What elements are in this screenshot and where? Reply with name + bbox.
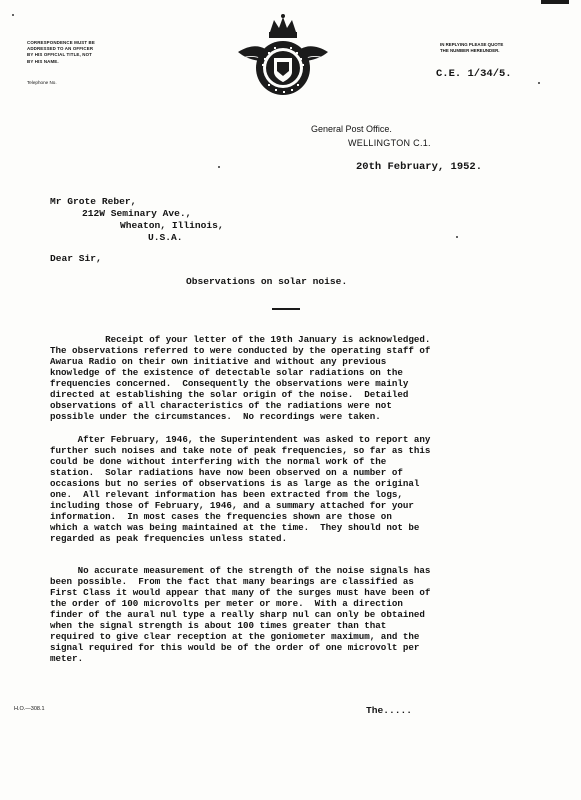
text-line: the order of 100 microvolts per meter or more. With a direction (50, 598, 403, 609)
correspondence-notice (27, 40, 127, 65)
text-line: The observations referred to were conducted by the operating staff of (50, 345, 431, 356)
recipient-street: 212W Seminary Ave., (82, 208, 192, 219)
text-line: required to give clear reception at the goniometer maximum, and the (50, 631, 420, 642)
notice-line: ADDRESSED TO AN OFFICER (27, 46, 94, 52)
scan-speck (218, 166, 220, 168)
text-line: No accurate measurement of the strength of the noise signals has (50, 565, 431, 576)
recipient-country: U.S.A. (148, 232, 183, 243)
text-line: finder of the aural nul type a really sharp nul can only be obtained (50, 609, 425, 620)
sender-office: General Post Office. (311, 124, 392, 134)
text-line: signal required for this would be of the order of one microvolt per (50, 642, 420, 653)
reference-number: C.E. 1/34/5. (436, 68, 512, 80)
notice-line: BY HIS NAME. (27, 58, 59, 64)
form-number: H.O.—308.1 (14, 706, 45, 712)
text-line: when the signal strength is about 100 times greater than that (50, 620, 387, 631)
text-line: meter. (50, 653, 84, 664)
subject-line: Observations on solar noise. (186, 276, 348, 287)
text-line: occasions but no series of observations is as large as the original (50, 478, 420, 489)
text-line: further such noises and take note of peak frequencies, so far as this (50, 445, 431, 456)
scan-edge-mark (541, 0, 569, 4)
text-line: frequencies concerned. Consequently the observations were mainly (50, 378, 409, 389)
text-line: station. Solar radiations have now been observed on a number of (50, 467, 403, 478)
text-line: could be done without interfering with the normal work of the (50, 456, 387, 467)
continuation-mark: The..... (366, 705, 413, 716)
recipient-city: Wheaton, Illinois, (120, 220, 224, 231)
text-line: knowledge of the existence of detectable solar radiations on the (50, 367, 403, 378)
text-line: regarded as peak frequencies unless stated. (50, 533, 288, 544)
notice-line: CORRESPONDENCE MUST BE (27, 40, 95, 45)
notice-line: THE NUMBER HEREUNDER. (440, 48, 500, 54)
salutation: Dear Sir, (50, 253, 102, 264)
telephone-label: Telephone No. (27, 80, 57, 85)
text-line: observations of all characteristics of the radiations were not (50, 400, 392, 411)
reply-notice (440, 42, 540, 54)
text-line: First Class it would appear that many of the surges must have been of (50, 587, 431, 598)
text-line: Receipt of your letter of the 19th January is acknowledged. (50, 334, 431, 345)
scan-speck (456, 236, 458, 238)
text-line: information. In most cases the frequencies shown are those on (50, 511, 392, 522)
text-line: including those of February, 1946, and a summary attached for your (50, 500, 414, 511)
text-line: one. All relevant information has been extracted from the logs, (50, 489, 403, 500)
text-line: Awarua Radio on their own initiative and without any previous (50, 356, 387, 367)
letter-date: 20th February, 1952. (356, 161, 483, 173)
notice-line: BY HIS OFFICIAL TITLE, NOT (27, 52, 92, 58)
post-office-crest-icon (234, 12, 332, 104)
text-line: After February, 1946, the Superintendent was asked to report any (50, 434, 431, 445)
text-line: directed at establishing the solar origin of the noise. Detailed (50, 389, 409, 400)
notice-line: IN REPLYING PLEASE QUOTE (440, 42, 504, 47)
text-line: possible under the circumstances. No recordings were taken. (50, 411, 381, 422)
subject-divider (272, 308, 300, 310)
sender-city: WELLINGTON C.1. (348, 138, 431, 148)
scan-speck (538, 82, 540, 84)
recipient-name: Mr Grote Reber, (50, 196, 137, 207)
text-line: which a watch was being maintained at the time. They should not be (50, 522, 420, 533)
text-line: been possible. From the fact that many bearings are classified as (50, 576, 414, 587)
scan-speck (12, 14, 14, 16)
